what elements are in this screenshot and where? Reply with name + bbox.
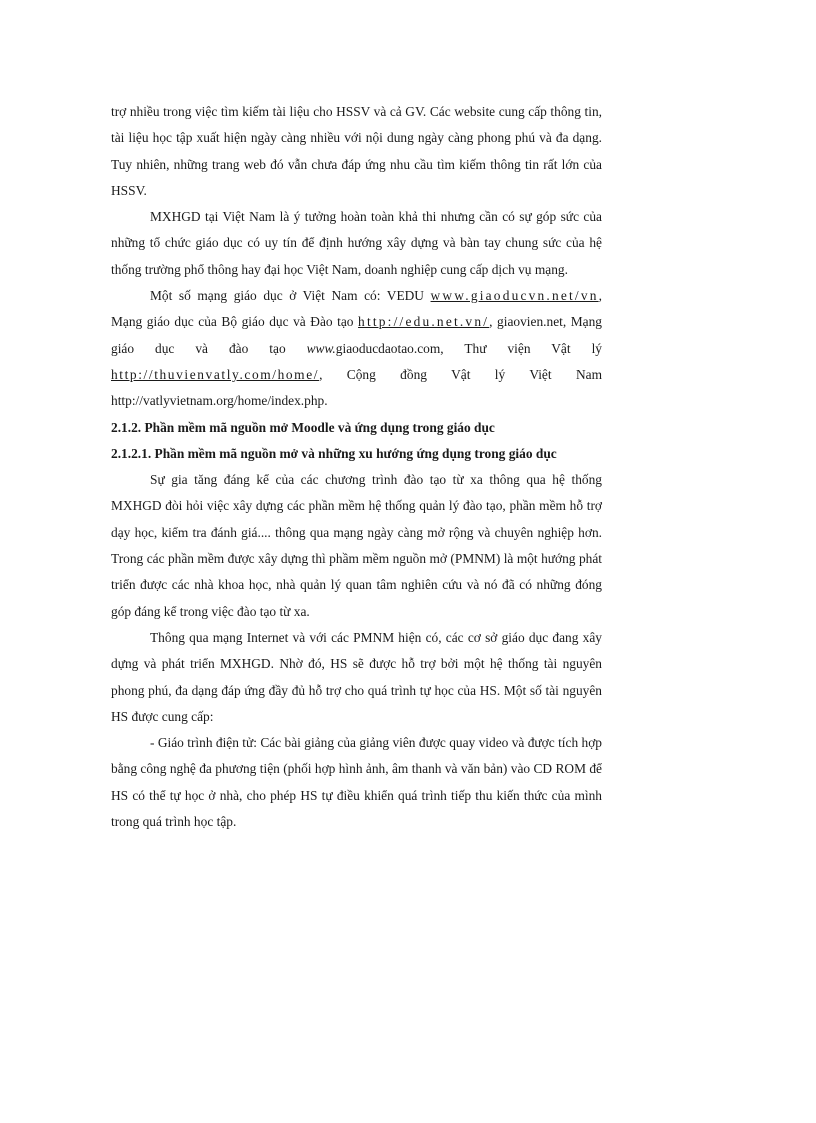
text-segment: , Cộng đồng Vật lý Việt Nam http://vatlyvietnam.org/home/index.php. (111, 366, 602, 409)
paragraph-education-networks (111, 283, 602, 414)
text-segment: giaoducdaotao.com, Thư viện Vật lý (335, 340, 602, 356)
paragraph-mxhgd-vietnam: MXHGD tại Việt Nam là ý tưởng hoàn toàn khả thi nhưng cần có sự góp sức của những tổ chức giáo dục có uy tín để định hướng xây dựng và bàn tay chung sức của hệ thống trường phổ thông hay đại học Việt Nam, doanh nghiệp cung cấp dịch vụ mạng. (111, 209, 602, 277)
text-segment: , giaovien.net, Mạng giáo dục và đào tạo (111, 314, 602, 356)
section-heading-2-1-2-1: 2.1.2.1. Phần mềm mã nguồn mở và những xu hướng ứng dụng trong giáo dục (111, 445, 557, 461)
text-segment: Một số mạng giáo dục ở Việt Nam có: VEDU (150, 288, 431, 304)
section-heading-2-1-2: 2.1.2. Phần mềm mã nguồn mở Moodle và ứng dụng trong giáo dục (111, 419, 495, 435)
paragraph-electronic-textbook: - Giáo trình điện tử: Các bài giảng của giảng viên được quay video và được tích hợp bằng công nghệ đa phương tiện (phối hợp hình ảnh, âm thanh và văn bản) vào CD ROM để HS có thể tự học ở nhà, cho phép HS tự điều khiển quá trình tiếp thu kiến thức của mình trong quá trình học tập. (111, 735, 602, 830)
link-edu-net[interactable]: http://edu.net.vn/ (358, 314, 490, 330)
link-giaoducvn[interactable]: www.giaoducvn.net/vn (430, 288, 599, 304)
text-segment: , Mạng giáo dục của Bộ giáo dục và Đào tạo (111, 288, 602, 330)
italic-www: www. (306, 340, 336, 356)
paragraph-distance-learning: Sự gia tăng đáng kể của các chương trình đào tạo từ xa thông qua hệ thống MXHGD đòi hỏi việc xây dựng các phần mềm hệ thống quản lý đào tạo, phần mềm hỗ trợ dạy học, kiểm tra đánh giá.... thông qua mạng ngày càng mở rộng và chuyên nghiệp hơn. Trong các phần mềm được xây dựng thì phầm mềm nguồn mở (PMNM) là một hướng phát triển được các nhà khoa học, nhà quản lý quan tâm nghiên cứu và nó đã có những đóng góp đáng kể trong việc đào tạo từ xa. (111, 472, 602, 619)
paragraph-internet-pmnm: Thông qua mạng Internet và với các PMNM hiện có, các cơ sở giáo dục đang xây dựng và phát triển MXHGD. Nhờ đó, HS sẽ được hỗ trợ bởi một hệ thống tài nguyên phong phú, đa dạng đáp ứng đầy đủ hỗ trợ cho quá trình tự học của HS. Một số tài nguyên HS được cung cấp: (111, 629, 602, 724)
paragraph-web-resources: trợ nhiều trong việc tìm kiếm tài liệu cho HSSV và cả GV. Các website cung cấp thông tin, tài liệu học tập xuất hiện ngày càng nhiều với nội dung ngày càng phong phú và đa dạng. Tuy nhiên, những trang web đó vẫn chưa đáp ứng nhu cầu tìm kiếm thông tin rất lớn của HSSV. (111, 104, 602, 198)
document-page (111, 99, 602, 835)
link-thuvienvatly[interactable]: http://thuvienvatly.com/home/ (111, 366, 320, 382)
